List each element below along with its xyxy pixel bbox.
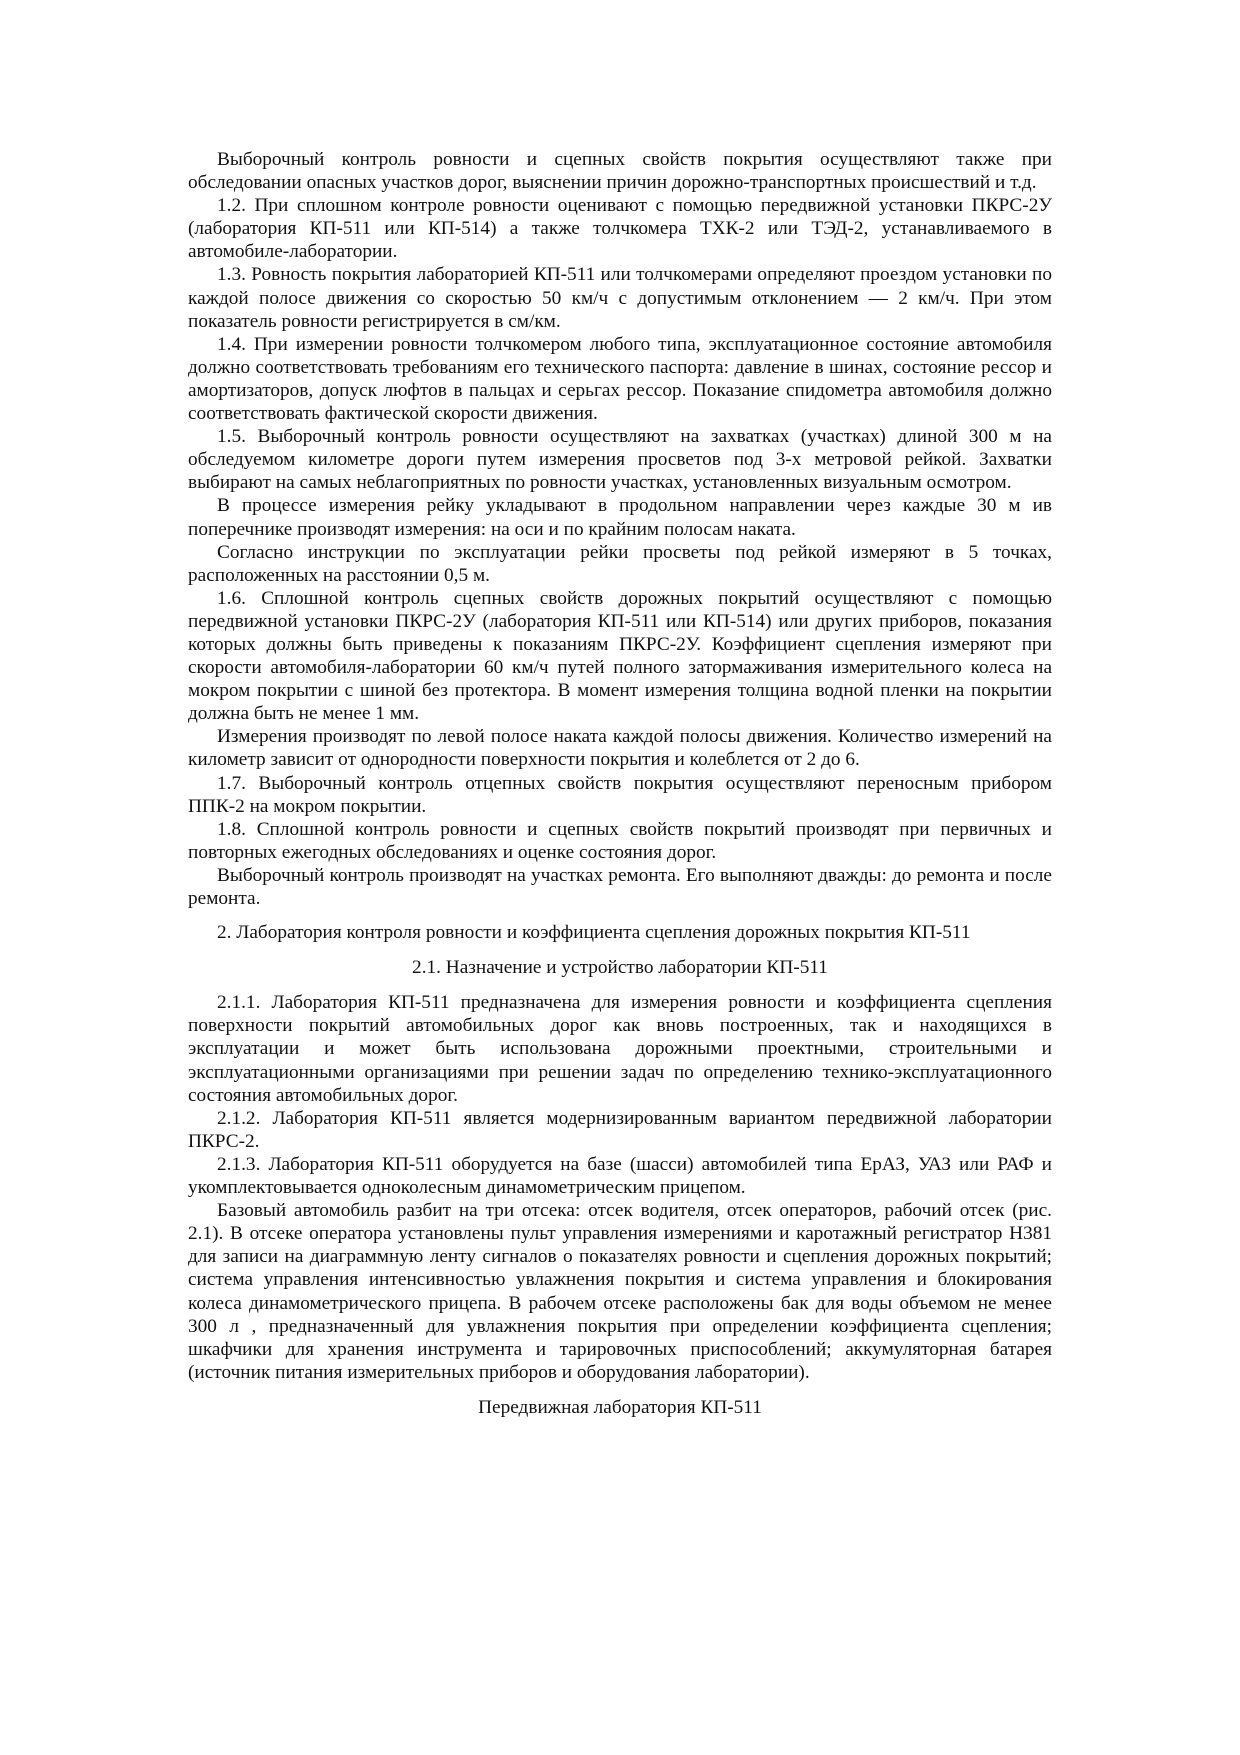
paragraph-measurements-lane: Измерения производят по левой полосе наката каждой полосы движения. Количество измерений на километр зависит от однородности поверхности покрытия и колеблется от 2 до 6. [188,726,1052,771]
paragraph-1-5: 1.5. Выборочный контроль ровности осуществляют на захватках (участках) длиной 300 м на обследуемом километре дороги путем измерения просветов под 3-х метровой рейкой. Захватки выбирают на самых неблагоприятных по ровности участках, установленных визуальным осмотром. [188,426,1052,494]
paragraph-1-3: 1.3. Ровность покрытия лабораторией КП-511 или толчкомерами определяют проездом установки по каждой полосе движения со скоростью 50 км/ч с допустимым отклонением — 2 км/ч. При этом показатель ровности регистрируется в см/км. [188,264,1052,332]
paragraph-1-6: 1.6. Сплошной контроль сцепных свойств дорожных покрытий осуществляют с помощью передвижной установки ПКРС-2У (лаборатория КП-511 или КП-514) или других приборов, показания которых должны быть приведены к показаниям ПКРС-2У. Коэффициент сцепления измеряют при скорости автомобиля-лаборатории 60 км/ч путей полного затормаживания измерительного колеса на мокром покрытии с шиной без протектора. В момент измерения толщина водной пленки на покрытии должна быть не менее 1 мм. [188,587,1052,725]
paragraph-1-8: 1.8. Сплошной контроль ровности и сцепных свойств покрытий производят при первичных и повторных ежегодных обследованиях и оценке состояния дорог. [188,818,1052,863]
paragraph-selective-control: Выборочный контроль ровности и сцепных свойств покрытия осуществляют также при обследовании опасных участков дорог, выяснении причин дорожно-транспортных происшествий и т.д. [188,149,1052,194]
paragraph-measurement-process: В процессе измерения рейку укладывают в продольном направлении через каждые 30 м ив поперечнике производят измерения: на оси и по крайним полосам наката. [188,495,1052,540]
spacer [188,979,1052,991]
spacer [188,944,1052,956]
paragraph-2-1-2: 2.1.2. Лаборатория КП-511 является модернизированным вариантом передвижной лаборатории ПКРС-2. [188,1107,1052,1152]
paragraph-1-2: 1.2. При сплошном контроле ровности оценивают с помощью передвижной установки ПКРС-2У (лаборатория КП-511 или КП-514) а также толчкомера ТХК-2 или ТЭД-2, устанавливаемого в автомобиле-лаборатории. [188,195,1052,263]
paragraph-1-7: 1.7. Выборочный контроль отцепных свойств покрытия осуществляют переносным прибором ППК-2 на мокром покрытии. [188,772,1052,817]
paragraph-2-1-3: 2.1.3. Лаборатория КП-511 оборудуется на базе (шасси) автомобилей типа ЕрАЗ, УАЗ или РАФ и укомплектовывается одноколесным динамометрическим прицепом. [188,1153,1052,1199]
document-page [188,148,1052,1419]
paragraph-2-1-1: 2.1.1. Лаборатория КП-511 предназначена для измерения ровности и коэффициента сцепления поверхности покрытий автомобильных дорог как вновь построенных, так и находящихся в эксплуатации и может быть использована дорожными проектными, строительными и эксплуатационными организациями при решении задач по определению технико-эксплуатационного состояния автомобильных дорог. [188,992,1052,1106]
paragraph-repair-control: Выборочный контроль производят на участках ремонта. Его выполняют дважды: до ремонта и после ремонта. [188,864,1052,909]
spacer [188,1384,1052,1396]
paragraph-instruction-points: Согласно инструкции по эксплуатации рейки просветы под рейкой измеряют в 5 точках, расположенных на расстоянии 0,5 м. [188,541,1052,586]
paragraph-base-vehicle: Базовый автомобиль разбит на три отсека: отсек водителя, отсек операторов, рабочий отсек (рис. 2.1). В отсеке оператора установлены пульт управления измерениями и каротажный регистратор Н381 для записи на диаграммную ленту сигналов о показателях ровности и сцепления дорожных покрытий; система управления интенсивностью увлажнения покрытия и система управления и блокирования колеса динамометрического прицепа. В рабочем отсеке расположены бак для воды объемом не менее 300 л , предназначенный для увлажнения покрытия при определении коэффициента сцепления; шкафчики для хранения инструмента и тарировочных приспособлений; аккумуляторная батарея (источник питания измерительных приборов и оборудования лаборатории). [188,1200,1052,1383]
section-2-1-heading: 2.1. Назначение и устройство лаборатории КП-511 [412,957,828,979]
figure-caption: Передвижная лаборатория КП-511 [478,1396,762,1418]
paragraph-1-4: 1.4. При измерении ровности толчкомером любого типа, эксплуатационное состояние автомобиля должно соответствовать требованиям его технического паспорта: давление в шинах, состояние рессор и амортизаторов, допуск люфтов в пальцах и серьгах рессор. Показание спидометра автомобиля должно соответствовать фактической скорости движения. [188,333,1052,425]
section-2-heading: 2. Лаборатория контроля ровности и коэффициента сцепления дорожных покрытия КП-511 [217,922,971,944]
spacer [188,910,1052,921]
